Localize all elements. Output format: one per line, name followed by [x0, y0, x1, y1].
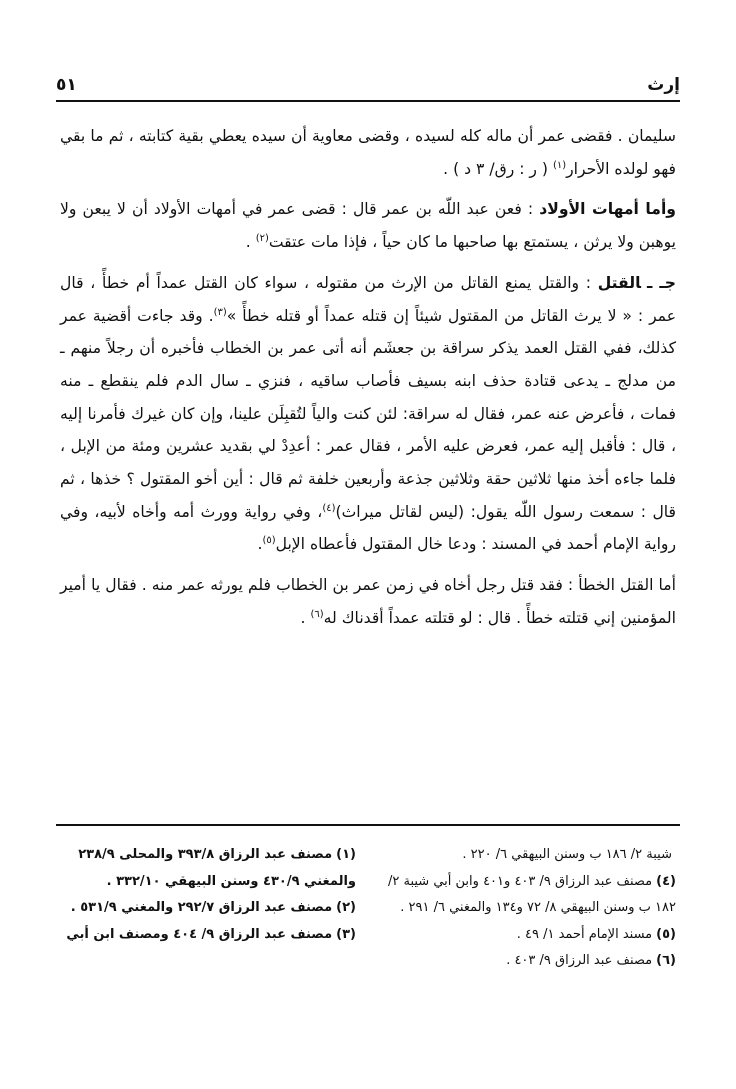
footnote-ref-2: (٢)	[255, 232, 269, 244]
footnote-divider	[56, 824, 680, 826]
footnote-ref-4: (٤)	[322, 502, 336, 514]
footnotes-column-left	[380, 842, 676, 975]
footnote-5: (٥)مسند الإمام أحمد ١/ ٤٩ .	[516, 926, 676, 942]
footnote-4: (٤)مصنف عبد الرزاق ٩/ ٤٠٣ و٤٠١ وابن أبي شيبة ٢/ ١٨٢ ب وسنن البيهقي ٨/ ٧٢ و١٣٤ والمغني ٦/ ٢٩١ .	[387, 873, 676, 915]
footnotes-column-right	[60, 842, 356, 975]
footnote-1: (١)مصنف عبد الرزاق ٣٩٣/٨ والمحلى ٢٣٨/٩ والمغني ٤٣٠/٩ وسنن البيهقي ٣٣٢/١٠ .	[78, 847, 356, 889]
footnote-2: (٢)مصنف عبد الرزاق ٢٩٢/٧ والمغني ٥٣١/٩ .	[70, 900, 356, 915]
paragraph-accidental-killing: أما القتل الخطأ : فقد قتل رجل أخاه في زمن عمر بن الخطاب فلم يورثه عمر منه . فقال يا أمير المؤمنين إني قتلته خطأً . قال : لو قتلته عمداً أقدناك له$^{(٦)}$ .	[60, 576, 676, 627]
running-title: إرث	[647, 75, 680, 95]
footnote-6: (٦)مصنف عبد الرزاق ٩/ ٤٠٣ .	[506, 953, 676, 968]
page-header	[56, 70, 680, 102]
footnote-3-continued: شيبة ٢/ ١٨٦ ب وسنن البيهقي ٦/ ٢٢٠ .	[462, 847, 672, 862]
main-text	[60, 120, 676, 635]
paragraph-umm-walad: وأما أمهات الأولاد : فعن عبد اللّه بن عمر قال : قضى عمر في أمهات الأولاد أن لا يبعن ولا يوهبن ولا يرثن ، يستمتع بها صاحبها ما كان حياً ، فإذا مات عتقت$^{(٢)}$ .	[60, 200, 676, 252]
section-lead-killing: القتل	[597, 273, 641, 292]
footnote-ref-3: (٣)	[213, 306, 227, 318]
section-marker: جـ ـ	[646, 273, 676, 292]
footnote-ref-5: (٥)	[262, 535, 276, 547]
footnote-ref-1: (١)	[552, 159, 567, 171]
paragraph-slave-inheritance: سليمان . فقضى عمر أن ماله كله لسيده ، وقضى معاوية أن سيده يعطي بقية كتابته ، ثم ما بقي فهو لولده الأحرار$^{(١)}$ ( ر : رق/ ٣ د ) .	[60, 127, 676, 178]
section-lead-umm-walad: وأما أمهات الأولاد	[539, 200, 676, 219]
footnote-3: (٣)مصنف عبد الرزاق ٩/ ٤٠٤ ومصنف ابن أبي	[66, 926, 356, 942]
footnotes	[60, 842, 676, 975]
paragraph-killing: جـ ـالقتل : والقتل يمنع القاتل من الإرث من مقتوله ، سواء كان القتل عمداً أم خطأً ، قال عمر : « لا يرث القاتل من المقتول شيئاً إن قتله عمداً أو قتله خطأً »$^{(٣)}$. وقد جاءت أقضية عمر كذلك، ففي القتل العمد يذكر سراقة بن جعشَم أنه أتى عمر بن الخطاب فأخبره أن رجلاً منهم ـ من مدلج ـ يدعى قتادة حذف ابنه بسيف فأصاب ساقيه ، فنزي ـ سال الدم فلم ينقطع ـ منه فمات ، فأعرض عنه عمر، فقال له سراقة: لئن كنت والياً لتُقبِلَن علينا، وإن كان غيرك فأمرنا إليه ، قال : فأقبل إليه عمر، فعرض عليه الأمر ، فقال عمر : أعدِدْ لي بقديد عشرين ومئة من الإبل ، فلما جاءه أخذ منها ثلاثين حقة وثلاثين جذعة وأربعين خلفة ثم قال : أين أخو المقتول ؟ خذها ، ثم قال : سمعت رسول اللّه يقول: (ليس لقاتل ميراث)$^{(٤)}$، وفي رواية وورث أمه وأخاه لأبيه، وفي رواية الإمام أحمد في المسند : ودعا خال المقتول فأعطاه الإبل$^{(٥)}$.	[60, 273, 677, 554]
footnote-ref-6: (٦)	[310, 608, 324, 620]
page-number: ٥١	[56, 75, 77, 95]
